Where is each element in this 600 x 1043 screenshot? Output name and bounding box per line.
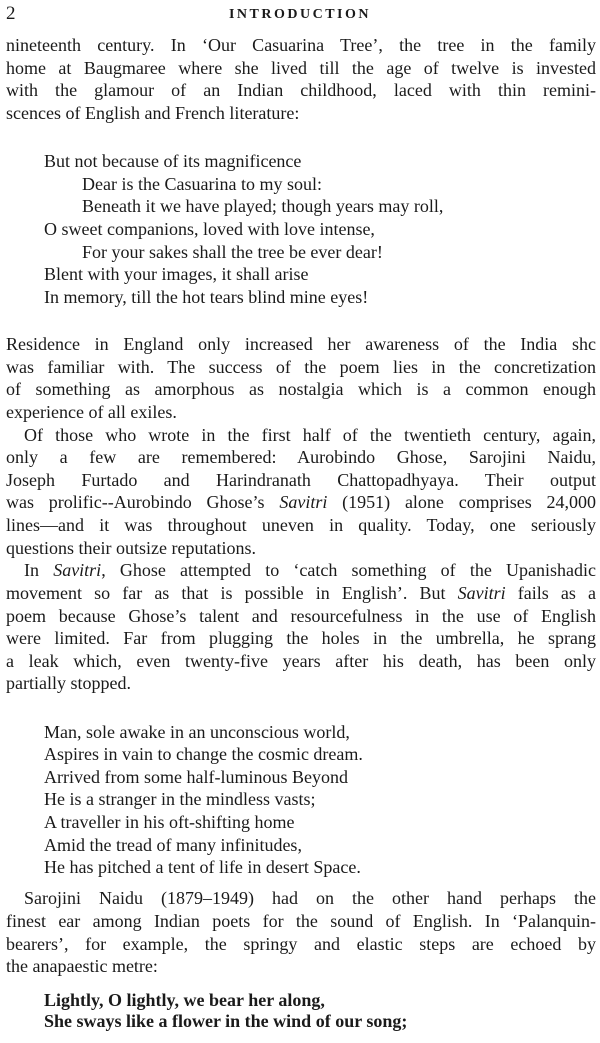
text-line: questions their outsize reputations. <box>6 537 256 558</box>
text-line: bearers’, for example, the springy and elastic steps are echoed by <box>6 933 596 954</box>
text-line <box>6 490 596 514</box>
verse-line: O sweet companions, loved with love intense, <box>44 218 375 239</box>
text-line: scences of English and French literature: <box>6 102 300 123</box>
verse-line: Arrived from some half-luminous Beyond <box>44 766 348 787</box>
text-line: Sarojini Naidu (1879–1949) had on the other hand perhaps the <box>24 888 596 909</box>
verse-line: But not because of its magnificence <box>44 151 302 171</box>
verse-line: Man, sole awake in an unconscious world, <box>44 721 350 742</box>
text-line: Joseph Furtado and Harindranath Chattopadhyaya. Their output <box>6 469 596 490</box>
verse-line: For your sakes shall the tree be ever dear! <box>82 241 383 262</box>
verse-line: Aspires in vain to change the cosmic dream. <box>44 744 363 765</box>
text-line: Of those who wrote in the first half of the twentieth century, again, <box>24 424 596 445</box>
verse-line: Amid the tread of many infinitudes, <box>44 834 302 855</box>
text-line: were limited. Far from plugging the holes in the umbrella, he sprang <box>6 628 596 649</box>
text-line: with the glamour of an Indian childhood, laced with thin remini- <box>6 80 596 101</box>
text-line: finest ear among Indian poets for the sound of English. In ‘Palanquin- <box>6 911 596 931</box>
text-line: of something as amorphous as nostalgia which is a common enough <box>6 379 596 400</box>
text-line: poem because Ghose’s talent and resourcefulness in the use of English <box>6 605 596 626</box>
text-segment: , Ghose attempted to ‘catch something of the Upanishadic <box>101 560 596 581</box>
text-line: lines—and it was throughout uneven in quality. Today, one seriously <box>6 515 596 535</box>
verse-line: Lightly, O lightly, we bear her along, <box>44 990 325 1011</box>
text-line: experience of all exiles. <box>6 401 177 422</box>
page-number: 2 <box>6 3 16 24</box>
text-line: was familiar with. The success of the poem lies in the concretization <box>6 356 596 377</box>
verse-line: A traveller in his oft-shifting home <box>44 812 295 832</box>
running-head: INTRODUCTION <box>228 7 371 22</box>
text-line <box>24 558 596 582</box>
book-title: Savitri <box>279 492 328 513</box>
verse-line: In memory, till the hot tears blind mine eyes! <box>44 286 369 307</box>
text-segment: was prolific--Aurobindo Ghose’s <box>6 492 280 513</box>
text-segment: In <box>24 560 54 581</box>
text-line: a leak which, even twenty-five years after his death, has been only <box>6 650 596 671</box>
verse-line: Blent with your images, it shall arise <box>44 264 309 285</box>
text-line: home at Baugmaree where she lived till the age of twelve is invested <box>6 57 596 78</box>
text-segment: (1951) alone comprises 24,000 <box>327 492 596 513</box>
book-title: Savitri <box>53 560 102 581</box>
text-segment: movement so far as that is possible in English’. But <box>6 582 458 603</box>
text-line: the anapaestic metre: <box>6 956 158 977</box>
verse-line: Beneath it we have played; though years may roll, <box>82 196 444 217</box>
verse-line: She sways like a flower in the wind of our song; <box>44 1011 408 1031</box>
verse-line: Dear is the Casuarina to my soul: <box>82 173 322 194</box>
text-line: only a few are remembered: Aurobindo Ghose, Sarojini Naidu, <box>6 447 596 468</box>
text-line: nineteenth century. In ‘Our Casuarina Tree’, the tree in the family <box>6 35 596 55</box>
text-segment: fails as a <box>505 582 596 603</box>
text-line <box>6 581 596 605</box>
text-line: partially stopped. <box>6 673 131 694</box>
text-line: Residence in England only increased her awareness of the India shc <box>6 333 596 354</box>
verse-line: He is a stranger in the mindless vasts; <box>44 789 316 810</box>
verse-line: He has pitched a tent of life in desert Space. <box>44 857 361 878</box>
book-title: Savitri <box>457 582 506 603</box>
